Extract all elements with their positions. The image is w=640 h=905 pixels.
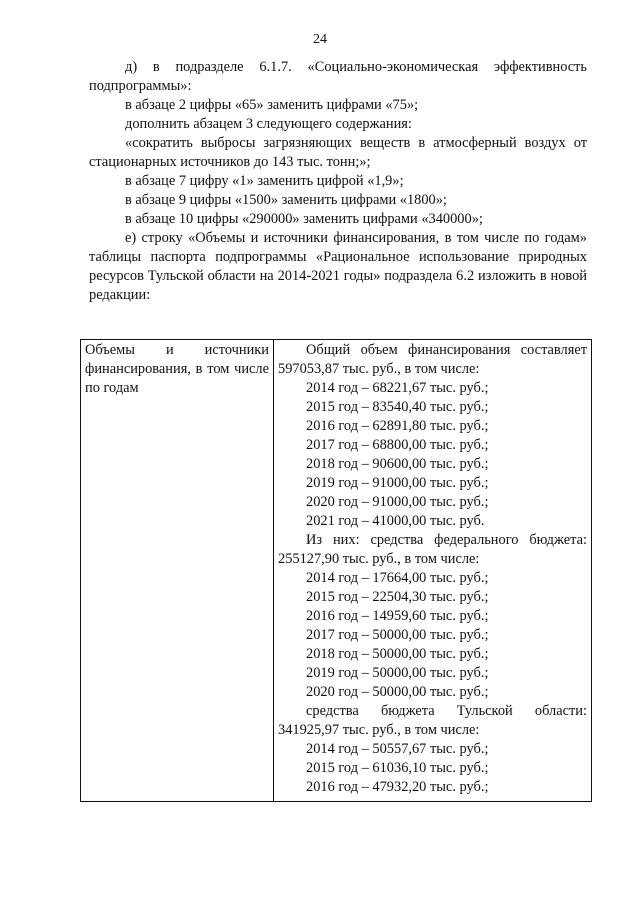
- paragraph-abzac-10: в абзаце 10 цифры «290000» заменить цифрами «340000»;: [125, 211, 483, 227]
- paragraph-emissions-quote: «сократить выбросы загрязняющих веществ в атмосферный воздух от стационарных источников до 143 тыс. тонн;»;: [89, 135, 587, 170]
- total-value: 597053,87 тыс. руб., в том числе:: [278, 361, 480, 377]
- year-amount-line: 2020 год – 50000,00 тыс. руб.;: [306, 684, 489, 700]
- regional-value: 341925,97 тыс. руб., в том числе:: [278, 722, 480, 738]
- year-amount-line: 2014 год – 50557,67 тыс. руб.;: [306, 741, 489, 757]
- paragraph-add-abzac-3: дополнить абзацем 3 следующего содержания:: [125, 116, 412, 132]
- year-amount-line: 2015 год – 61036,10 тыс. руб.;: [306, 760, 489, 776]
- paragraph-abzac-7: в абзаце 7 цифру «1» заменить цифрой «1,9»;: [125, 173, 404, 189]
- federal-value: 255127,90 тыс. руб., в том числе:: [278, 551, 480, 567]
- year-amount-line: 2020 год – 91000,00 тыс. руб.;: [306, 494, 489, 510]
- financing-values-cell: [274, 340, 592, 802]
- financing-label-cell: [81, 340, 274, 802]
- paragraph-section-6-1-7: д) в подразделе 6.1.7. «Социально-экономическая эффективность подпрограммы»:: [89, 59, 587, 94]
- federal-intro: Из них: средства федерального бюджета:: [306, 532, 587, 548]
- financing-table: [80, 339, 592, 802]
- regional-intro: средства бюджета Тульской области:: [306, 703, 587, 719]
- paragraph-passport-row: е) строку «Объемы и источники финансирования, в том числе по годам» таблицы паспорта подпрограммы «Рациональное использование природных ресурсов Тульской области на 2014-2021 годы» подраздела 6.2 изложить в новой редакции:: [89, 230, 587, 303]
- federal-years-list: [278, 569, 587, 702]
- year-amount-line: 2021 год – 41000,00 тыс. руб.: [306, 513, 485, 529]
- year-amount-line: 2016 год – 14959,60 тыс. руб.;: [306, 608, 489, 624]
- year-amount-line: 2014 год – 68221,67 тыс. руб.;: [306, 380, 489, 396]
- year-amount-line: 2015 год – 83540,40 тыс. руб.;: [306, 399, 489, 415]
- year-amount-line: 2014 год – 17664,00 тыс. руб.;: [306, 570, 489, 586]
- year-amount-line: 2019 год – 50000,00 тыс. руб.;: [306, 665, 489, 681]
- year-amount-line: 2016 год – 62891,80 тыс. руб.;: [306, 418, 489, 434]
- financing-label: Объемы и источники финансирования, в том числе по годам: [85, 342, 269, 396]
- year-amount-line: 2017 год – 50000,00 тыс. руб.;: [306, 627, 489, 643]
- page-number: 24: [313, 32, 327, 47]
- regional-years-list: [278, 740, 587, 797]
- table-row: [81, 340, 592, 802]
- year-amount-line: 2016 год – 47932,20 тыс. руб.;: [306, 779, 489, 795]
- year-amount-line: 2018 год – 90600,00 тыс. руб.;: [306, 456, 489, 472]
- total-intro: Общий объем финансирования составляет: [306, 342, 587, 358]
- paragraph-abzac-9: в абзаце 9 цифры «1500» заменить цифрами «1800»;: [125, 192, 447, 208]
- year-amount-line: 2017 год – 68800,00 тыс. руб.;: [306, 437, 489, 453]
- year-amount-line: 2015 год – 22504,30 тыс. руб.;: [306, 589, 489, 605]
- paragraph-abzac-2: в абзаце 2 цифры «65» заменить цифрами «75»;: [125, 97, 419, 113]
- year-amount-line: 2018 год – 50000,00 тыс. руб.;: [306, 646, 489, 662]
- amendment-text: [89, 58, 587, 305]
- total-years-list: [278, 379, 587, 531]
- year-amount-line: 2019 год – 91000,00 тыс. руб.;: [306, 475, 489, 491]
